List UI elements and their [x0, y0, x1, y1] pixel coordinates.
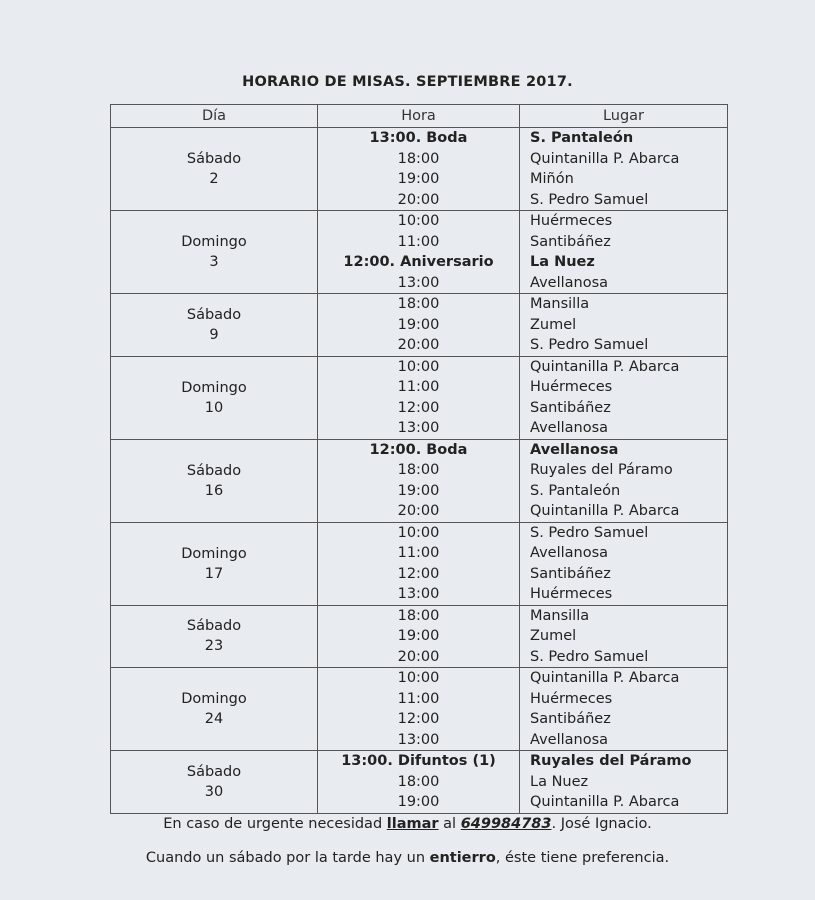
funeral-priority-note	[0, 850, 815, 866]
hora-cell: 18:00	[318, 294, 520, 315]
hora-cell: 18:00	[318, 605, 520, 626]
day-cell	[111, 439, 318, 522]
day-cell	[111, 294, 318, 357]
day-group	[111, 128, 728, 211]
table-row	[111, 605, 728, 626]
hora-cell: 20:00	[318, 190, 520, 211]
lugar-cell: Huérmeces	[520, 689, 728, 710]
hora-cell: 18:00	[318, 149, 520, 170]
header-hora: Hora	[318, 105, 520, 128]
hora-cell: 19:00	[318, 169, 520, 190]
hora-cell: 12:00	[318, 709, 520, 730]
lugar-cell: Quintanilla P. Abarca	[520, 792, 728, 813]
day-name: Sábado	[186, 763, 242, 780]
hora-cell: 13:00	[318, 584, 520, 605]
hora-cell: 19:00	[318, 626, 520, 647]
lugar-cell: S. Pedro Samuel	[520, 522, 728, 543]
note1-llamar: llamar	[386, 816, 439, 832]
table-row	[111, 294, 728, 315]
lugar-cell: Santibáñez	[520, 709, 728, 730]
phone-number: 649984783	[460, 816, 552, 832]
lugar-cell: Huérmeces	[520, 584, 728, 605]
hora-cell: 10:00	[318, 356, 520, 377]
day-group	[111, 522, 728, 605]
day-number: 17	[204, 565, 224, 582]
lugar-cell: Mansilla	[520, 294, 728, 315]
lugar-cell: Avellanosa	[520, 418, 728, 439]
lugar-cell: Miñón	[520, 169, 728, 190]
hora-cell: 11:00	[318, 543, 520, 564]
lugar-cell: Avellanosa	[520, 439, 728, 460]
header-lugar: Lugar	[520, 105, 728, 128]
hora-cell: 13:00	[318, 418, 520, 439]
lugar-cell: Quintanilla P. Abarca	[520, 356, 728, 377]
day-number: 16	[204, 482, 224, 499]
hora-cell: 12:00	[318, 398, 520, 419]
hora-cell: 11:00	[318, 689, 520, 710]
table-row	[111, 751, 728, 772]
lugar-cell: S. Pedro Samuel	[520, 190, 728, 211]
hora-cell: 18:00	[318, 772, 520, 793]
hora-cell: 13:00. Difuntos (1)	[318, 751, 520, 772]
day-number: 30	[204, 783, 224, 800]
page-title: HORARIO DE MISAS. SEPTIEMBRE 2017.	[242, 74, 573, 90]
lugar-cell: S. Pantaleón	[520, 481, 728, 502]
lugar-cell: La Nuez	[520, 772, 728, 793]
lugar-cell: Avellanosa	[520, 543, 728, 564]
note1-post: . José Ignacio.	[551, 816, 652, 832]
note2-pre: Cuando un sábado por la tarde hay un	[145, 850, 430, 866]
lugar-cell: Avellanosa	[520, 273, 728, 294]
table-row	[111, 356, 728, 377]
note2-post: , éste tiene preferencia.	[495, 850, 670, 866]
table-row	[111, 668, 728, 689]
day-name: Sábado	[186, 462, 242, 479]
table-row	[111, 522, 728, 543]
day-name: Domingo	[181, 545, 247, 562]
lugar-cell: S. Pedro Samuel	[520, 647, 728, 668]
day-group	[111, 211, 728, 294]
hora-cell: 12:00. Boda	[318, 439, 520, 460]
hora-cell: 20:00	[318, 501, 520, 522]
day-cell	[111, 211, 318, 294]
lugar-cell: Avellanosa	[520, 730, 728, 751]
lugar-cell: Zumel	[520, 626, 728, 647]
lugar-cell: Santibáñez	[520, 232, 728, 253]
day-name: Domingo	[181, 234, 247, 250]
table-row	[111, 439, 728, 460]
hora-cell: 19:00	[318, 315, 520, 336]
day-cell	[111, 128, 318, 211]
lugar-cell: Quintanilla P. Abarca	[520, 668, 728, 689]
day-cell	[111, 668, 318, 751]
lugar-cell: Ruyales del Páramo	[520, 751, 728, 772]
day-number: 10	[204, 399, 224, 416]
hora-cell: 10:00	[318, 211, 520, 232]
day-name: Sábado	[186, 618, 242, 635]
lugar-cell: Quintanilla P. Abarca	[520, 501, 728, 522]
day-group	[111, 605, 728, 668]
day-number: 9	[209, 326, 219, 343]
lugar-cell: Huérmeces	[520, 211, 728, 232]
mass-schedule-table	[110, 104, 728, 814]
day-name: Domingo	[181, 379, 247, 396]
hora-cell: 13:00	[318, 273, 520, 294]
header-dia: Día	[111, 105, 318, 128]
day-group	[111, 751, 728, 814]
day-name: Domingo	[181, 691, 247, 707]
day-name: Sábado	[186, 151, 242, 167]
table-row	[111, 128, 728, 149]
day-group	[111, 356, 728, 439]
day-group	[111, 668, 728, 751]
hora-cell: 10:00	[318, 668, 520, 689]
day-cell	[111, 522, 318, 605]
hora-cell: 12:00. Aniversario	[318, 252, 520, 273]
hora-cell: 18:00	[318, 460, 520, 481]
lugar-cell: Mansilla	[520, 605, 728, 626]
day-number: 24	[204, 711, 224, 727]
day-number: 23	[204, 638, 224, 655]
table-row	[111, 211, 728, 232]
lugar-cell: Zumel	[520, 315, 728, 336]
day-cell	[111, 605, 318, 668]
day-number: 3	[209, 254, 219, 270]
day-number: 2	[209, 171, 219, 187]
lugar-cell: La Nuez	[520, 252, 728, 273]
hora-cell: 11:00	[318, 377, 520, 398]
day-group	[111, 439, 728, 522]
lugar-cell: Quintanilla P. Abarca	[520, 149, 728, 170]
lugar-cell: Santibáñez	[520, 398, 728, 419]
note2-entierro: entierro	[429, 850, 496, 866]
day-cell	[111, 751, 318, 814]
table-header-row	[111, 105, 728, 128]
lugar-cell: Santibáñez	[520, 564, 728, 585]
lugar-cell: Ruyales del Páramo	[520, 460, 728, 481]
hora-cell: 20:00	[318, 335, 520, 356]
hora-cell: 11:00	[318, 232, 520, 253]
day-group	[111, 294, 728, 357]
lugar-cell: S. Pedro Samuel	[520, 335, 728, 356]
note1-pre: En caso de urgente necesidad	[163, 816, 387, 832]
lugar-cell: Huérmeces	[520, 377, 728, 398]
lugar-cell: S. Pantaleón	[520, 128, 728, 149]
hora-cell: 12:00	[318, 564, 520, 585]
hora-cell: 20:00	[318, 647, 520, 668]
hora-cell: 19:00	[318, 481, 520, 502]
hora-cell: 13:00. Boda	[318, 128, 520, 149]
hora-cell: 13:00	[318, 730, 520, 751]
note1-mid: al	[438, 816, 461, 832]
hora-cell: 19:00	[318, 792, 520, 813]
day-name: Sábado	[186, 306, 242, 323]
urgent-contact-note	[0, 816, 815, 832]
hora-cell: 10:00	[318, 522, 520, 543]
day-cell	[111, 356, 318, 439]
